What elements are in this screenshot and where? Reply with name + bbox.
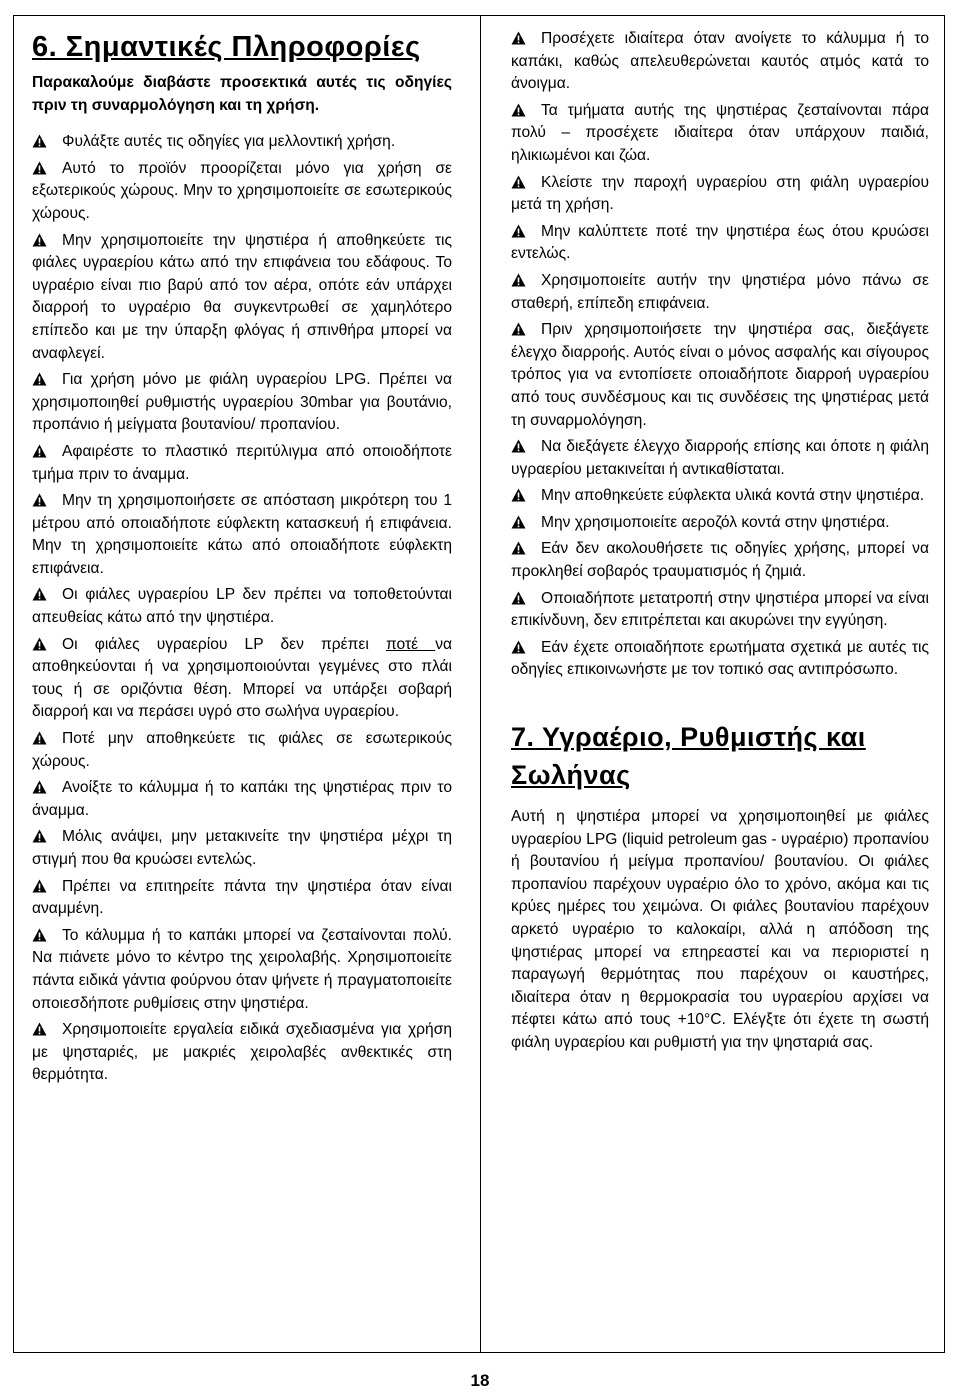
- warning-text: Πριν χρησιμοποιήσετε την ψηστιέρα σας, διεξάγετε έλεγχο διαρροής. Αυτός είναι ο μόνος ασφαλής και σίγουρος τρόπος για να εντοπίσετε οποιαδήποτε διαρροή υγραερίου από τους συνδέσμους και τις συνδέσεις της ψηστιέρας μετά τη συναρμολόγηση.: [511, 321, 929, 429]
- warning-text: Αυτό το προϊόν προορίζεται μόνο για χρήση σε εξωτερικούς χώρους. Μην το χρησιμοποιείτε σε εσωτερικούς χώρους.: [32, 159, 452, 222]
- section-7-title: 7. Υγραέριο, Ρυθμιστής και Σωλήνας: [511, 722, 866, 791]
- warning-item: [32, 777, 452, 822]
- section-6-intro: Παρακαλούμε διαβάστε προσεκτικά αυτές τις οδηγίες πριν τη συναρμολόγηση και τη χρήση.: [32, 74, 452, 114]
- warning-item: [511, 221, 929, 266]
- warning-text: Για χρήση μόνο με φιάλη υγραερίου LPG. Πρέπει να χρησιμοποιηθεί ρυθμιστής υγραερίου 30mbar για βουτάνιο, προπάνιο ή μείγματα βουτανίου/ προπανίου.: [32, 371, 452, 434]
- warning-text: Μόλις ανάψει, μην μετακινείτε την ψηστιέρα μέχρι τη στιγμή που θα κρυώσει εντελώς.: [32, 828, 452, 868]
- warning-text: Τα τμήματα αυτής της ψηστιέρας ζεσταίνονται πάρα πολύ – προσέχετε ιδιαίτερα όταν υπάρχουν παιδιά, ηλικιωμένοι και ζώα.: [511, 101, 929, 164]
- warning-item: [511, 588, 929, 633]
- warning-text: Φυλάξτε αυτές τις οδηγίες για μελλοντική χρήση.: [62, 133, 396, 151]
- warning-text: Εάν έχετε οποιαδήποτε ερωτήματα σχετικά με αυτές τις οδηγίες επικοινωνήστε με τον τοπικό σας αντιπρόσωπο.: [511, 638, 929, 679]
- warning-item: [32, 441, 452, 486]
- warning-text: Κλείστε την παροχή υγραερίου στη φιάλη υγραερίου μετά τη χρήση.: [511, 173, 929, 214]
- warning-text: Το κάλυμμα ή το καπάκι μπορεί να ζεσταίνονται πολύ. Να πιάνετε μόνο το κέντρο της χειρολαβής. Χρησιμοποιείτε πάντα ειδικά γάντια φούρνου όταν ψήνετε ή πραγματοποιείτε οποιεσδήποτε ρυθμίσεις στην ψηστιέρα.: [32, 926, 452, 1012]
- right-column: [511, 28, 929, 1055]
- warning-item: [32, 728, 452, 773]
- warning-item: [511, 270, 929, 315]
- warning-text: Χρησιμοποιείτε αυτήν την ψηστιέρα μόνο πάνω σε σταθερή, επίπεδη επιφάνεια.: [511, 271, 929, 312]
- warning-text: Μην χρησιμοποιείτε την ψηστιέρα ή αποθηκεύετε τις φιάλες υγραερίου κάτω από την επιφάνεια του εδάφους. Το υγραέριο είναι πιο βαρύ από τον αέρα, οπότε εάν υπάρχει διαρροή το υγραέριο θα συγκεντρωθεί σε χαμηλότερο επίπεδο και με την ύπαρξη φλόγας ή σπινθήρα μπορεί να αναφλεγεί.: [32, 231, 452, 362]
- warning-item: [511, 512, 929, 535]
- warning-item: [511, 485, 929, 508]
- warning-item-lp-storage: [32, 634, 452, 724]
- warning-text: Ανοίξτε το κάλυμμα ή το καπάκι της ψηστιέρας πριν το άναμμα.: [32, 779, 452, 819]
- warning-text: Οποιαδήποτε μετατροπή στην ψηστιέρα μπορεί να είναι επικίνδυνη, δεν επιτρέπεται και ακυρώνει την εγγύηση.: [511, 589, 929, 630]
- warning-item: [32, 925, 452, 1015]
- warning-text: [32, 634, 452, 724]
- section-6-title: 6. Σημαντικές Πληροφορίες: [32, 31, 421, 63]
- left-warning-list: [32, 131, 452, 629]
- warning-item: [32, 584, 452, 629]
- warning-item: [32, 369, 452, 437]
- warning-item: [32, 131, 452, 154]
- warning-item: [32, 230, 452, 366]
- section-7-body: Αυτή η ψηστιέρα μπορεί να χρησιμοποιηθεί με φιάλες υγραερίου LPG (liquid petroleum gas - υγραέριο) προπανίου ή βουτανίου ή μείγμα προπανίου/ βουτανίου. Οι φιάλες προπανίου παρέχουν υγραέριο όλο το χρόνο, ακόμα και τις κρύες ημέρες του χειμώνα. Οι φιάλες βουτανίου παρέχουν αρκετό υγραέριο το καλοκαίρι, αλλά η απόδοση της ψηστιέρας μπορεί να επηρεαστεί και να περιοριστεί η παραγωγή θερμότητας που παρέχουν οι καυστήρες, ιδιαίτερα όταν η θερμοκρασία του υγραερίου αρχίσει να πέφτει κάτω από τους +10°C. Ελέγξτε ότι έχετε τη σωστή φιάλη υγραερίου και ρυθμιστή για την ψησταριά σας.: [511, 808, 929, 1051]
- warning-text: Πρέπει να επιτηρείτε πάντα την ψηστιέρα όταν είναι αναμμένη.: [32, 877, 452, 918]
- warning-item: [511, 100, 929, 168]
- warning-item: [32, 490, 452, 580]
- warning-text: Μην καλύπτετε ποτέ την ψηστιέρα έως ότου κρυώσει εντελώς.: [511, 222, 929, 263]
- page-number: 18: [470, 1371, 490, 1390]
- warning-text: Εάν δεν ακολουθήσετε τις οδηγίες χρήσης, μπορεί να προκληθεί σοβαρός τραυματισμός ή ζημιά.: [511, 540, 929, 581]
- warning-text: Ποτέ μην αποθηκεύετε τις φιάλες σε εσωτερικούς χώρους.: [32, 730, 452, 770]
- warning-item: [32, 826, 452, 871]
- warning-text: Μην τη χρησιμοποιήσετε σε απόσταση μικρότερη του 1 μέτρου από οποιαδήποτε εύφλεκτη κατασκευή ή επιφάνεια. Μην τη χρησιμοποιείτε κάτω από οποιαδήποτε εύφλεκτη επιφάνεια.: [32, 492, 452, 577]
- column-divider: [480, 15, 481, 1353]
- warning-item: [511, 172, 929, 217]
- warning-item: [32, 158, 452, 226]
- warning-item: [511, 28, 929, 96]
- warning-text: Μην αποθηκεύετε εύφλεκτα υλικά κοντά στην ψηστιέρα.: [541, 487, 925, 505]
- warning-item: [32, 876, 452, 921]
- right-warning-list: [511, 28, 929, 682]
- warning-text: Προσέχετε ιδιαίτερα όταν ανοίγετε το κάλυμμα ή το καπάκι, καθώς απελευθερώνεται καυτός ατμός κατά το άνοιγμα.: [511, 30, 929, 93]
- warning-item: [32, 1019, 452, 1087]
- warning-item: [511, 637, 929, 682]
- warning-text: Να διεξάγετε έλεγχο διαρροής επίσης και όποτε η φιάλη υγραερίου μετακινείται ή αντικαθίσταται.: [511, 438, 929, 478]
- warning-text-part: να αποθηκεύονται ή να χρησιμοποιούνται γεγμένες στο πλάι τους ή σε οριζόντια θέση. Μπορεί να υπάρξει σοβαρή διαρροή και να περάσει υγρό στο σωλήνα υγραερίου.: [32, 635, 453, 721]
- warning-text: Αφαιρέστε το πλαστικό περιτύλιγμα από οποιοδήποτε τμήμα πριν το άναμμα.: [32, 442, 452, 483]
- warning-text: Οι φιάλες υγραερίου LP δεν πρέπει να τοποθετούνται απευθείας κάτω από την ψηστιέρα.: [32, 586, 452, 627]
- warning-item: [511, 319, 929, 432]
- warning-text-underlined: ποτέ: [385, 635, 436, 653]
- left-column: [32, 28, 452, 1091]
- warning-item: [511, 436, 929, 481]
- warning-text-part: Οι φιάλες υγραερίου LP δεν πρέπει: [62, 635, 386, 653]
- left-warning-list-2: [32, 728, 452, 1087]
- warning-text: Μην χρησιμοποιείτε αεροζόλ κοντά στην ψηστιέρα.: [541, 513, 890, 531]
- warning-item: [511, 538, 929, 583]
- warning-text: Χρησιμοποιείτε εργαλεία ειδικά σχεδιασμένα για χρήση με ψησταριές, με μακριές χειρολαβές ανθεκτικές στη θερμότητα.: [32, 1021, 452, 1084]
